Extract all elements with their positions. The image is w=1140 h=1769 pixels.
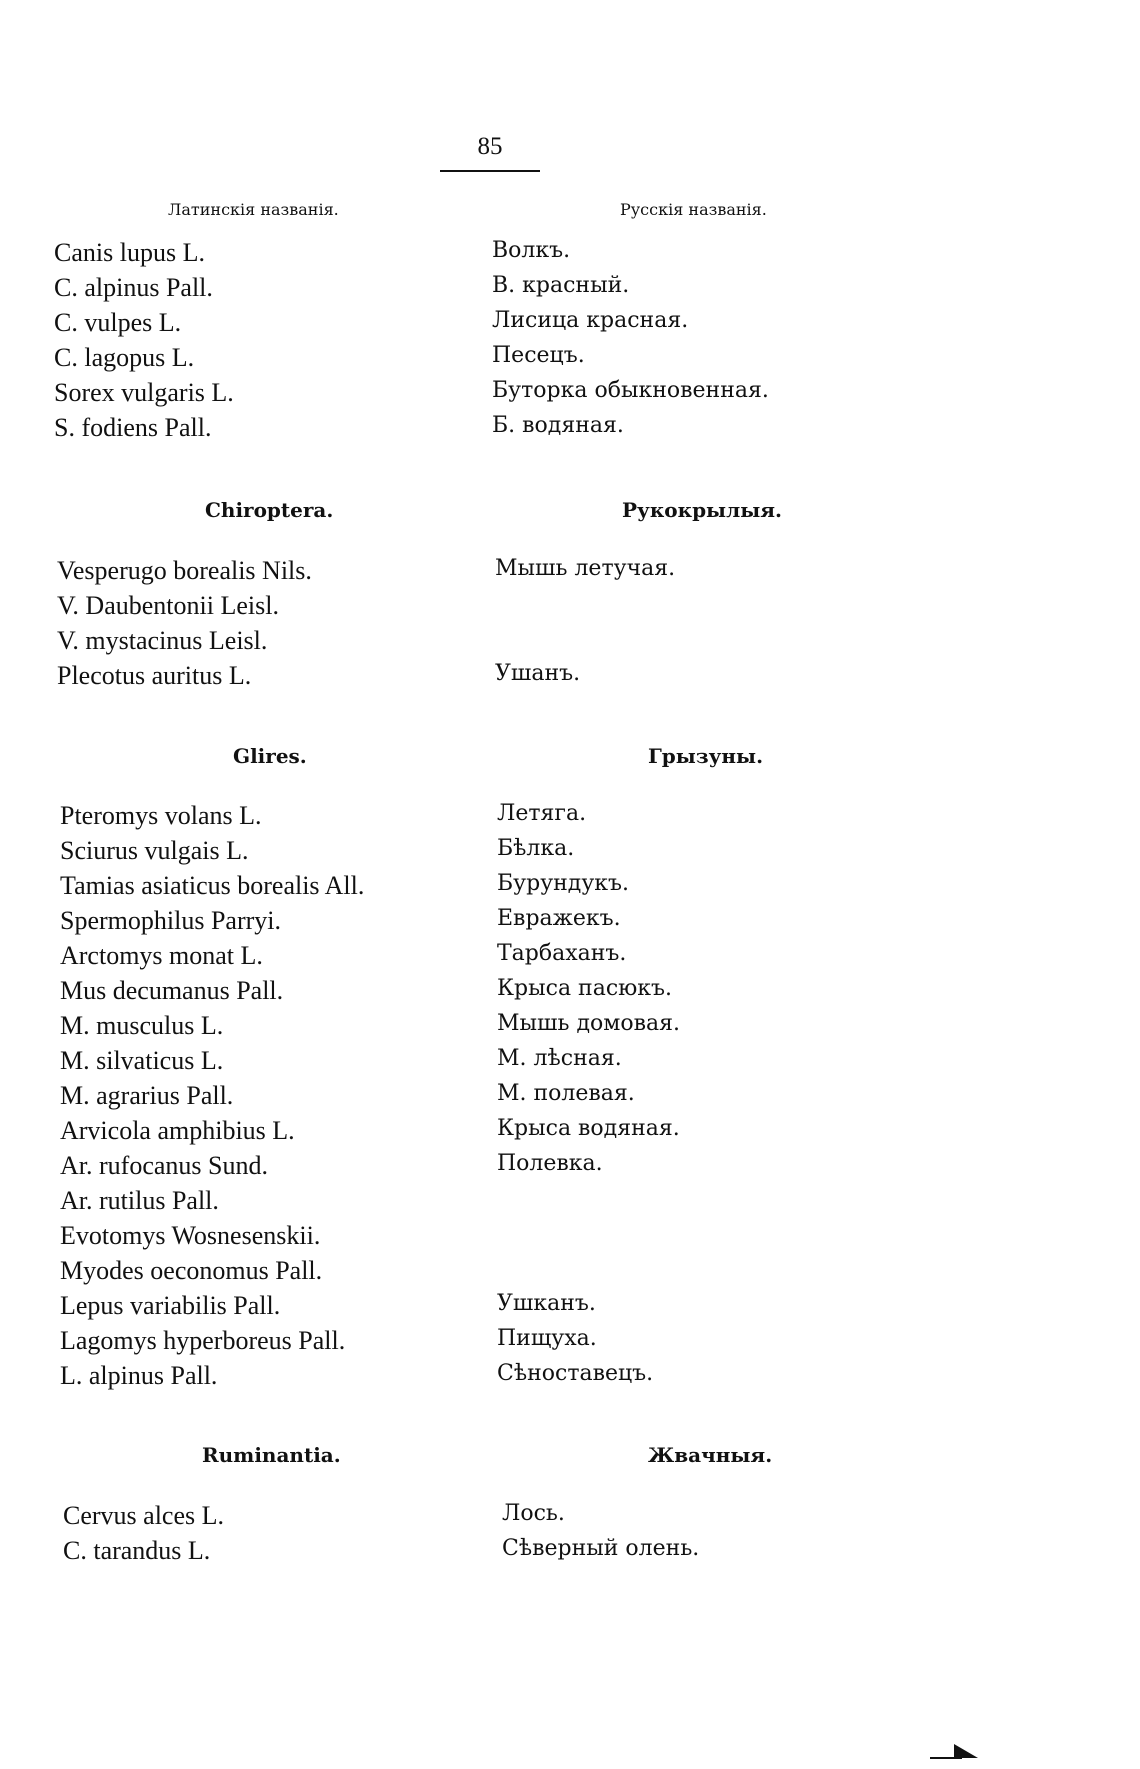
russian-name: В. красный. <box>492 273 630 298</box>
russian-name: Пищуха. <box>497 1326 597 1351</box>
russian-name: Ушанъ. <box>495 661 581 686</box>
latin-name: V. mystacinus Leisl. <box>57 626 268 655</box>
latin-name: Sciurus vulgais L. <box>60 836 249 865</box>
latin-name: C. alpinus Pall. <box>54 273 213 302</box>
latin-name: C. vulpes L. <box>54 308 182 337</box>
section-title-russian: Грызуны. <box>648 744 764 768</box>
table-row <box>0 1221 1140 1256</box>
latin-name: V. Daubentonii Leisl. <box>57 591 279 620</box>
table-row <box>0 1116 1140 1151</box>
table-row <box>0 1326 1140 1361</box>
latin-name: Ar. rufocanus Sund. <box>60 1151 268 1180</box>
russian-name: Лось. <box>502 1501 565 1526</box>
latin-name: Myodes oeconomus Pall. <box>60 1256 323 1285</box>
table-row <box>0 626 1140 661</box>
table-row <box>0 801 1140 836</box>
latin-name: L. alpinus Pall. <box>60 1361 218 1390</box>
latin-name: M. musculus L. <box>60 1011 224 1040</box>
page-number: 85 <box>477 133 503 160</box>
russian-name: М. полевая. <box>497 1081 635 1106</box>
russian-name: Буторка обыкновенная. <box>492 378 769 403</box>
russian-name: Евражекъ. <box>497 906 621 931</box>
latin-name: Evotomys Wosnesenskii. <box>60 1221 321 1250</box>
table-row <box>0 1536 1140 1571</box>
table-row <box>0 343 1140 378</box>
table-row <box>0 238 1140 273</box>
latin-name: Arctomys monat L. <box>60 941 263 970</box>
section-title-latin: Chiroptera. <box>205 498 334 522</box>
russian-name: Б. водяная. <box>492 413 624 438</box>
table-row <box>0 378 1140 413</box>
russian-name: Ушканъ. <box>497 1291 596 1316</box>
latin-name: Arvicola amphibius L. <box>60 1116 295 1145</box>
section-title-latin: Glires. <box>233 744 307 768</box>
table-row <box>0 413 1140 448</box>
latin-name: M. agrarius Pall. <box>60 1081 234 1110</box>
latin-name: Plecotus auritus L. <box>57 661 252 690</box>
latin-name: Sorex vulgaris L. <box>54 378 234 407</box>
table-row <box>0 273 1140 308</box>
latin-name: Mus decumanus Pall. <box>60 976 284 1005</box>
russian-name: Сѣверный олень. <box>502 1536 700 1561</box>
table-row <box>0 1151 1140 1186</box>
latin-name: M. silvaticus L. <box>60 1046 224 1075</box>
page-number-rule <box>440 170 540 172</box>
latin-name: C. tarandus L. <box>63 1536 211 1565</box>
table-row <box>0 976 1140 1011</box>
russian-column-header: Русскія названія. <box>620 200 767 219</box>
russian-name: Тарбаханъ. <box>497 941 627 966</box>
latin-name: C. lagopus L. <box>54 343 195 372</box>
latin-name: Vesperugo borealis Nils. <box>57 556 312 585</box>
russian-name: Лисица красная. <box>492 308 689 333</box>
table-row <box>0 308 1140 343</box>
table-row <box>0 1291 1140 1326</box>
table-row <box>0 1256 1140 1291</box>
latin-name: Spermophilus Parryi. <box>60 906 281 935</box>
russian-name: Песецъ. <box>492 343 585 368</box>
table-row <box>0 591 1140 626</box>
section-title-russian: Жвачныя. <box>648 1443 773 1467</box>
table-row <box>0 941 1140 976</box>
table-row <box>0 1011 1140 1046</box>
section-title-russian: Рукокрылыя. <box>622 498 782 522</box>
russian-name: М. лѣсная. <box>497 1046 622 1071</box>
russian-name: Сѣноставецъ. <box>497 1361 654 1386</box>
latin-name: Pteromys volans L. <box>60 801 262 830</box>
latin-name: Ar. rutilus Pall. <box>60 1186 219 1215</box>
continuation-arrow-icon <box>930 1742 980 1762</box>
russian-name: Мышь домовая. <box>497 1011 680 1036</box>
latin-name: Cervus alces L. <box>63 1501 225 1530</box>
russian-name: Летяга. <box>497 801 587 826</box>
table-row <box>0 661 1140 696</box>
table-row <box>0 1501 1140 1536</box>
russian-name: Мышь летучая. <box>495 556 676 581</box>
table-row <box>0 1046 1140 1081</box>
table-row <box>0 1081 1140 1116</box>
table-row <box>0 1361 1140 1396</box>
table-row <box>0 556 1140 591</box>
latin-name: Tamias asiaticus borealis All. <box>60 871 365 900</box>
section-title-latin: Ruminantia. <box>202 1443 341 1467</box>
table-row <box>0 836 1140 871</box>
latin-name: Lagomys hyperboreus Pall. <box>60 1326 346 1355</box>
table-row <box>0 1186 1140 1221</box>
russian-name: Крыса пасюкъ. <box>497 976 673 1001</box>
table-row <box>0 871 1140 906</box>
russian-name: Волкъ. <box>492 238 571 263</box>
latin-column-header: Латинскія названія. <box>168 200 339 219</box>
table-row <box>0 906 1140 941</box>
russian-name: Крыса водяная. <box>497 1116 680 1141</box>
latin-name: S. fodiens Pall. <box>54 413 212 442</box>
russian-name: Полевка. <box>497 1151 603 1176</box>
russian-name: Бѣлка. <box>497 836 575 861</box>
russian-name: Бурундукъ. <box>497 871 630 896</box>
latin-name: Lepus variabilis Pall. <box>60 1291 281 1320</box>
latin-name: Canis lupus L. <box>54 238 205 267</box>
